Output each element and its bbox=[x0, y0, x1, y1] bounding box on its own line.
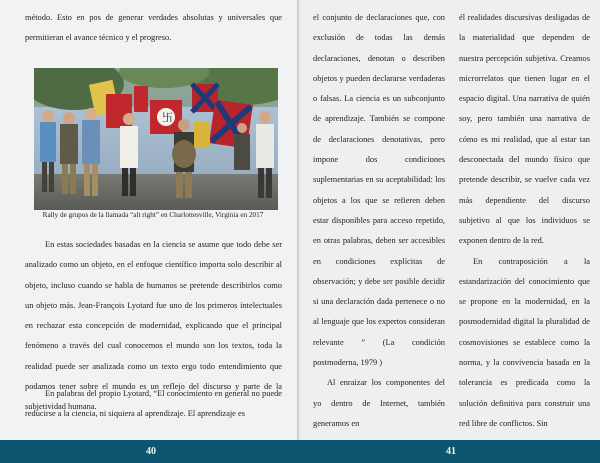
left-intro-text: método. Esto en pos de generar verdades absolutas y universales que permitieran el avance técnico y el progreso. bbox=[25, 13, 282, 43]
right-page bbox=[300, 0, 600, 440]
right-column-1 bbox=[313, 8, 445, 434]
right-col2-paragraph-2: En contraposición a la estandarización del conocimiento que se propone en la modernidad, en la posmodernidad digital la pluralidad de cosmovisiones se establece como la norma, y la convivencia basada en la tolerancia es predicada como la solución definitiva para construir una red libre de conflictos. Sin bbox=[459, 256, 590, 428]
rally-photo bbox=[34, 62, 278, 210]
footer-bar bbox=[0, 440, 600, 463]
left-paragraph-2: En palabras del propio Lyotard, “El conocimiento en general no puede reducirse a la ciencia, ni siquiera al aprendizaje. El aprendizaje es bbox=[25, 389, 282, 419]
svg-text:卐: 卐 bbox=[162, 111, 173, 124]
page-number-left: 40 bbox=[146, 446, 156, 457]
page-number-right: 41 bbox=[446, 446, 456, 457]
right-col1-paragraph-2: Al enraizar los componentes del yo dentro de Internet, también generamos en bbox=[313, 378, 445, 428]
left-paragraph-1: En estas sociedades basadas en la ciencia se asume que todo debe ser analizado como un objeto, en el enfoque científico importa solo describir al objeto, incluso cuando se habla de humanos se pretende describirlos como un objeto más. Jean-François Lyotard fue uno de los primeros intelectuales en rechazar esta concepción de modernidad, explicando que el principal fenómeno a través del cual conocemos el mundo son los textos, toda la realidad puede ser analizada como un texto ergo todo entendimiento que podamos tener sobre el mundo es un reflejo del discurso y parte de la subjetividad humana. bbox=[25, 240, 282, 412]
right-column-2 bbox=[459, 8, 590, 434]
left-page bbox=[0, 0, 298, 440]
right-col1-text: el conjunto de declaraciones que, con exclusión de todas las demás declaraciones, denotan o describen objetos y pueden declararse verdaderas o falsas. La ciencia es un subconjunto de aprendizaje. También se compone de declaraciones denotativas, pero impone dos condiciones suplementarias en su aceptabilidad: los objetos a los que se refieren deben estar disponibles para acceso repetido, en otras palabras, deben ser accesibles en condiciones explícitas de observación; y debe ser posible decidir si una declaración dada pertenece o no al lenguaje que los expertos consideran relevante ” (La condición postmoderna, 1979 ) bbox=[313, 13, 445, 368]
photo-caption: Rally de grupos de la llamada “alt right” en Charlottesville, Virginia en 2017 bbox=[42, 211, 264, 219]
right-col2-paragraph-1: él realidades discursivas desligadas de la materialidad que dependen de nuestra percepción subjetiva. Creamos microrrelatos que tienen lugar en el espacio digital. Una narrativa de quién soy, pero también una narrativa de cómo es mi realidad, que al estar tan desconectada del mundo físico que pretende describir, se vuelve cada vez más dependiente del discurso subjetivo al que los individuos se exponen dentro de la red. bbox=[459, 13, 590, 246]
